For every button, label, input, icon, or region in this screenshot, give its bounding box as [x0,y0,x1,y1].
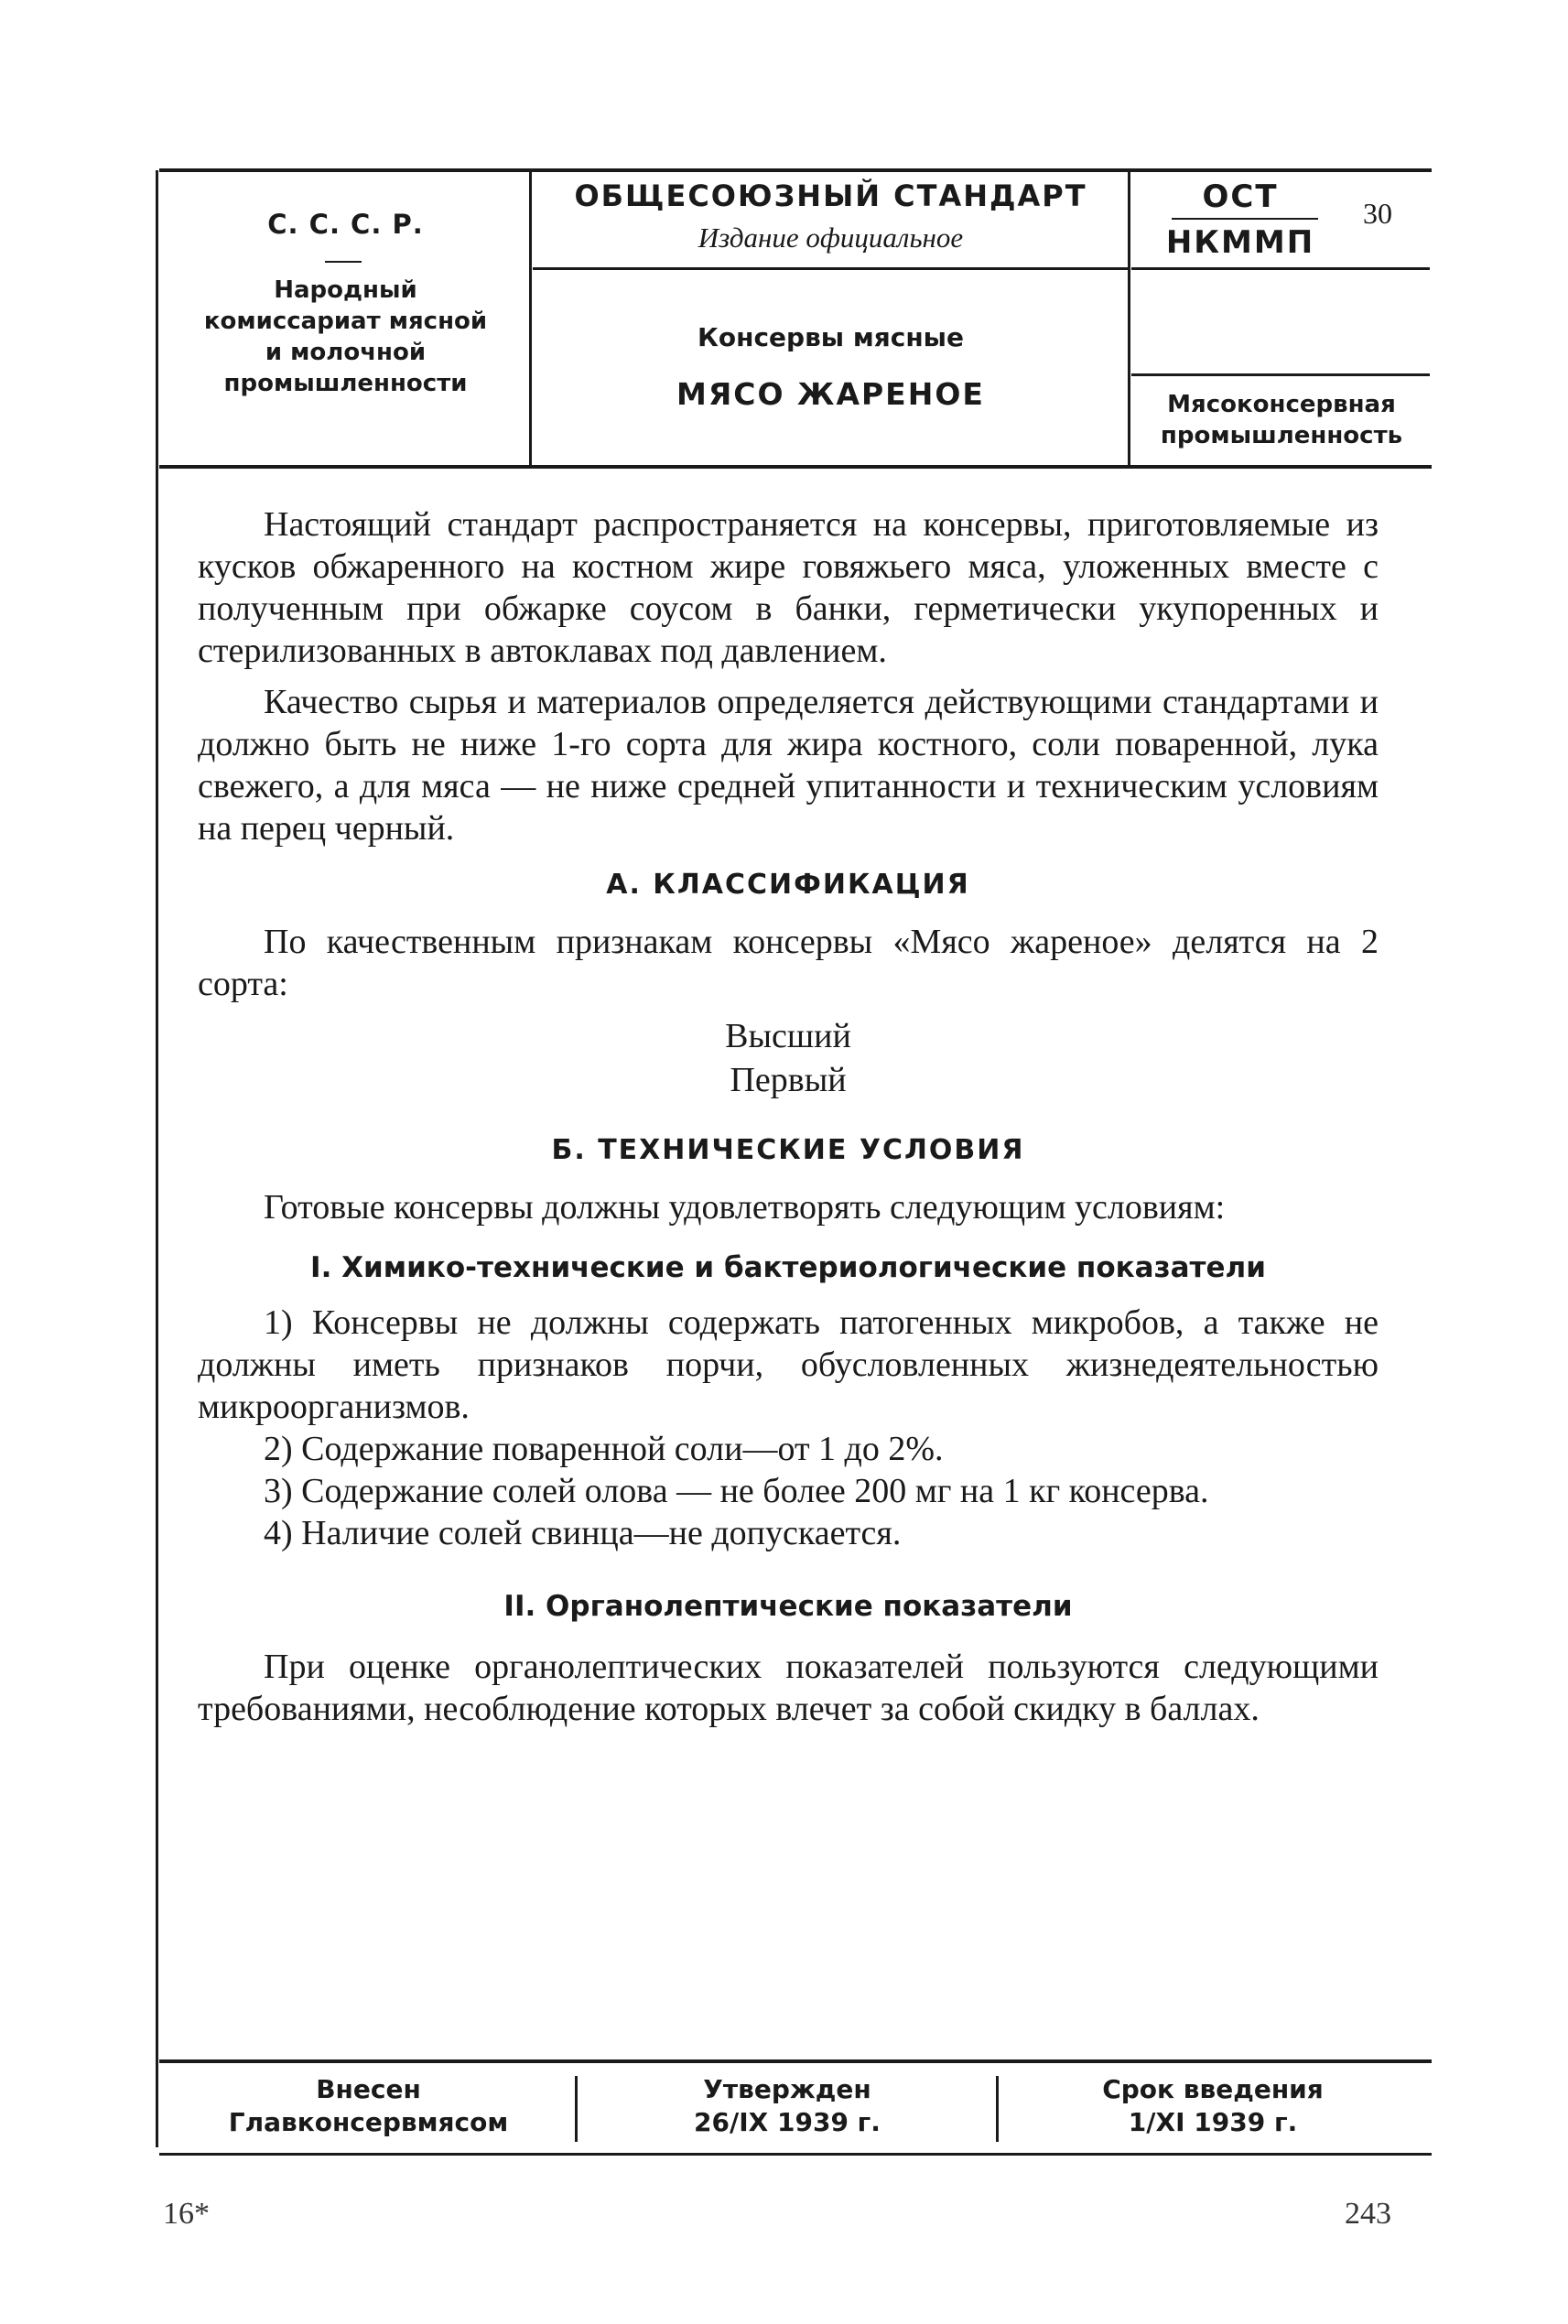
submitted-label: Внесен [316,2074,421,2104]
submitted-cell [165,2073,572,2139]
effective-cell [1002,2073,1423,2139]
product-name: МЯСО ЖАРЕНОЕ [676,376,985,412]
page-number: 243 [1345,2197,1391,2231]
ost-fraction-line [1172,218,1318,220]
list-item: 2) Содержание поваренной соли—от 1 до 2%. [264,1430,944,1468]
section-a-heading: А. КЛАССИФИКАЦИЯ [606,869,970,901]
intro-paragraph: Настоящий стандарт распространяется на консервы, приготовляемые из кусков обжаренного на костном жире говяжьего мяса, уложенных вместе с полученным при обжарке соусом в банки, герметически укупоренных и стерилизованных в автоклавах под давлением. [198,505,1379,670]
header-middle-rule [533,267,1128,270]
ost-number: 30 [1363,197,1392,230]
quality-paragraph: Качество сырья и материалов определяется действующими стандартами и должно быть не ниже 1-го сорта для жира костного, соли поваренной, лука свежего, а для мяса — не ниже средней упитанности и техническим условиям на перец черный. [198,683,1379,848]
list-item: 3) Содержание солей олова — не более 200 мг на 1 кг консерва. [264,1472,1209,1510]
approved-cell [581,2073,993,2139]
product-category: Консервы мясные [697,322,964,352]
header-right-rule-upper [1131,267,1430,270]
header-divider-left [529,172,532,465]
commissariat-line: Народный [274,276,417,304]
section-a-paragraph: По качественным признакам консервы «Мясо жареное» делятся на 2 сорта: [198,923,1379,1003]
country-label: С. С. С. Р. [267,209,424,240]
left-frame-rule [156,170,158,2147]
commissariat-line: комиссариат мясной [203,308,488,335]
footer-divider-left [575,2076,578,2142]
approved-date: 26/IX 1939 г. [694,2107,881,2137]
industry-line: Мясоконсервная [1167,391,1396,418]
document-body [198,503,1379,1730]
header-top-rule [159,168,1432,172]
subsection-2-heading: II. Органолептические показатели [503,1590,1073,1623]
industry-block [1135,389,1428,451]
header-divider-right [1128,172,1130,465]
footer-divider-right [996,2076,999,2142]
grade-item: Первый [730,1061,847,1099]
section-b-heading: Б. ТЕХНИЧЕСКИЕ УСЛОВИЯ [551,1134,1025,1166]
country-underline [325,261,362,263]
footer-top-rule [159,2059,1432,2063]
header-bottom-rule [159,465,1432,469]
commissariat-line: и молочной [265,339,427,366]
commissariat-block [165,275,526,399]
approved-label: Утвержден [703,2074,871,2104]
ost-organization: НКММП [1165,224,1315,261]
list-item: 1) Консервы не должны содержать патогенных микробов, а также не должны иметь признаков порчи, обусловленных жизнедеятельностью микроорганизмов. [198,1303,1379,1426]
header-right-rule-lower [1131,373,1430,376]
subsection-2-paragraph: При оценке органолептических показателей пользуются следующими требованиями, несоблюдение которых влечет за собой скидку в баллах. [198,1648,1379,1728]
commissariat-line: промышленности [223,370,468,397]
effective-date: 1/XI 1939 г. [1128,2107,1298,2137]
list-item: 4) Наличие солей свинца—не допускается. [264,1514,902,1552]
edition-label: Издание официальное [697,222,964,254]
subsection-1-heading: I. Химико-технические и бактериологические показатели [310,1251,1266,1284]
industry-line: промышленность [1160,422,1403,449]
ost-code: ОСТ [1202,178,1279,215]
effective-label: Срок введения [1102,2074,1324,2104]
footer-bottom-rule [159,2153,1432,2156]
standard-title: ОБЩЕСОЮЗНЫЙ СТАНДАРТ [574,178,1087,213]
submitted-by: Главконсервмясом [228,2107,509,2137]
signature-mark: 16* [163,2197,210,2231]
grade-item: Высший [725,1017,851,1055]
section-b-paragraph: Готовые консервы должны удовлетворять следующим условиям: [264,1188,1226,1227]
